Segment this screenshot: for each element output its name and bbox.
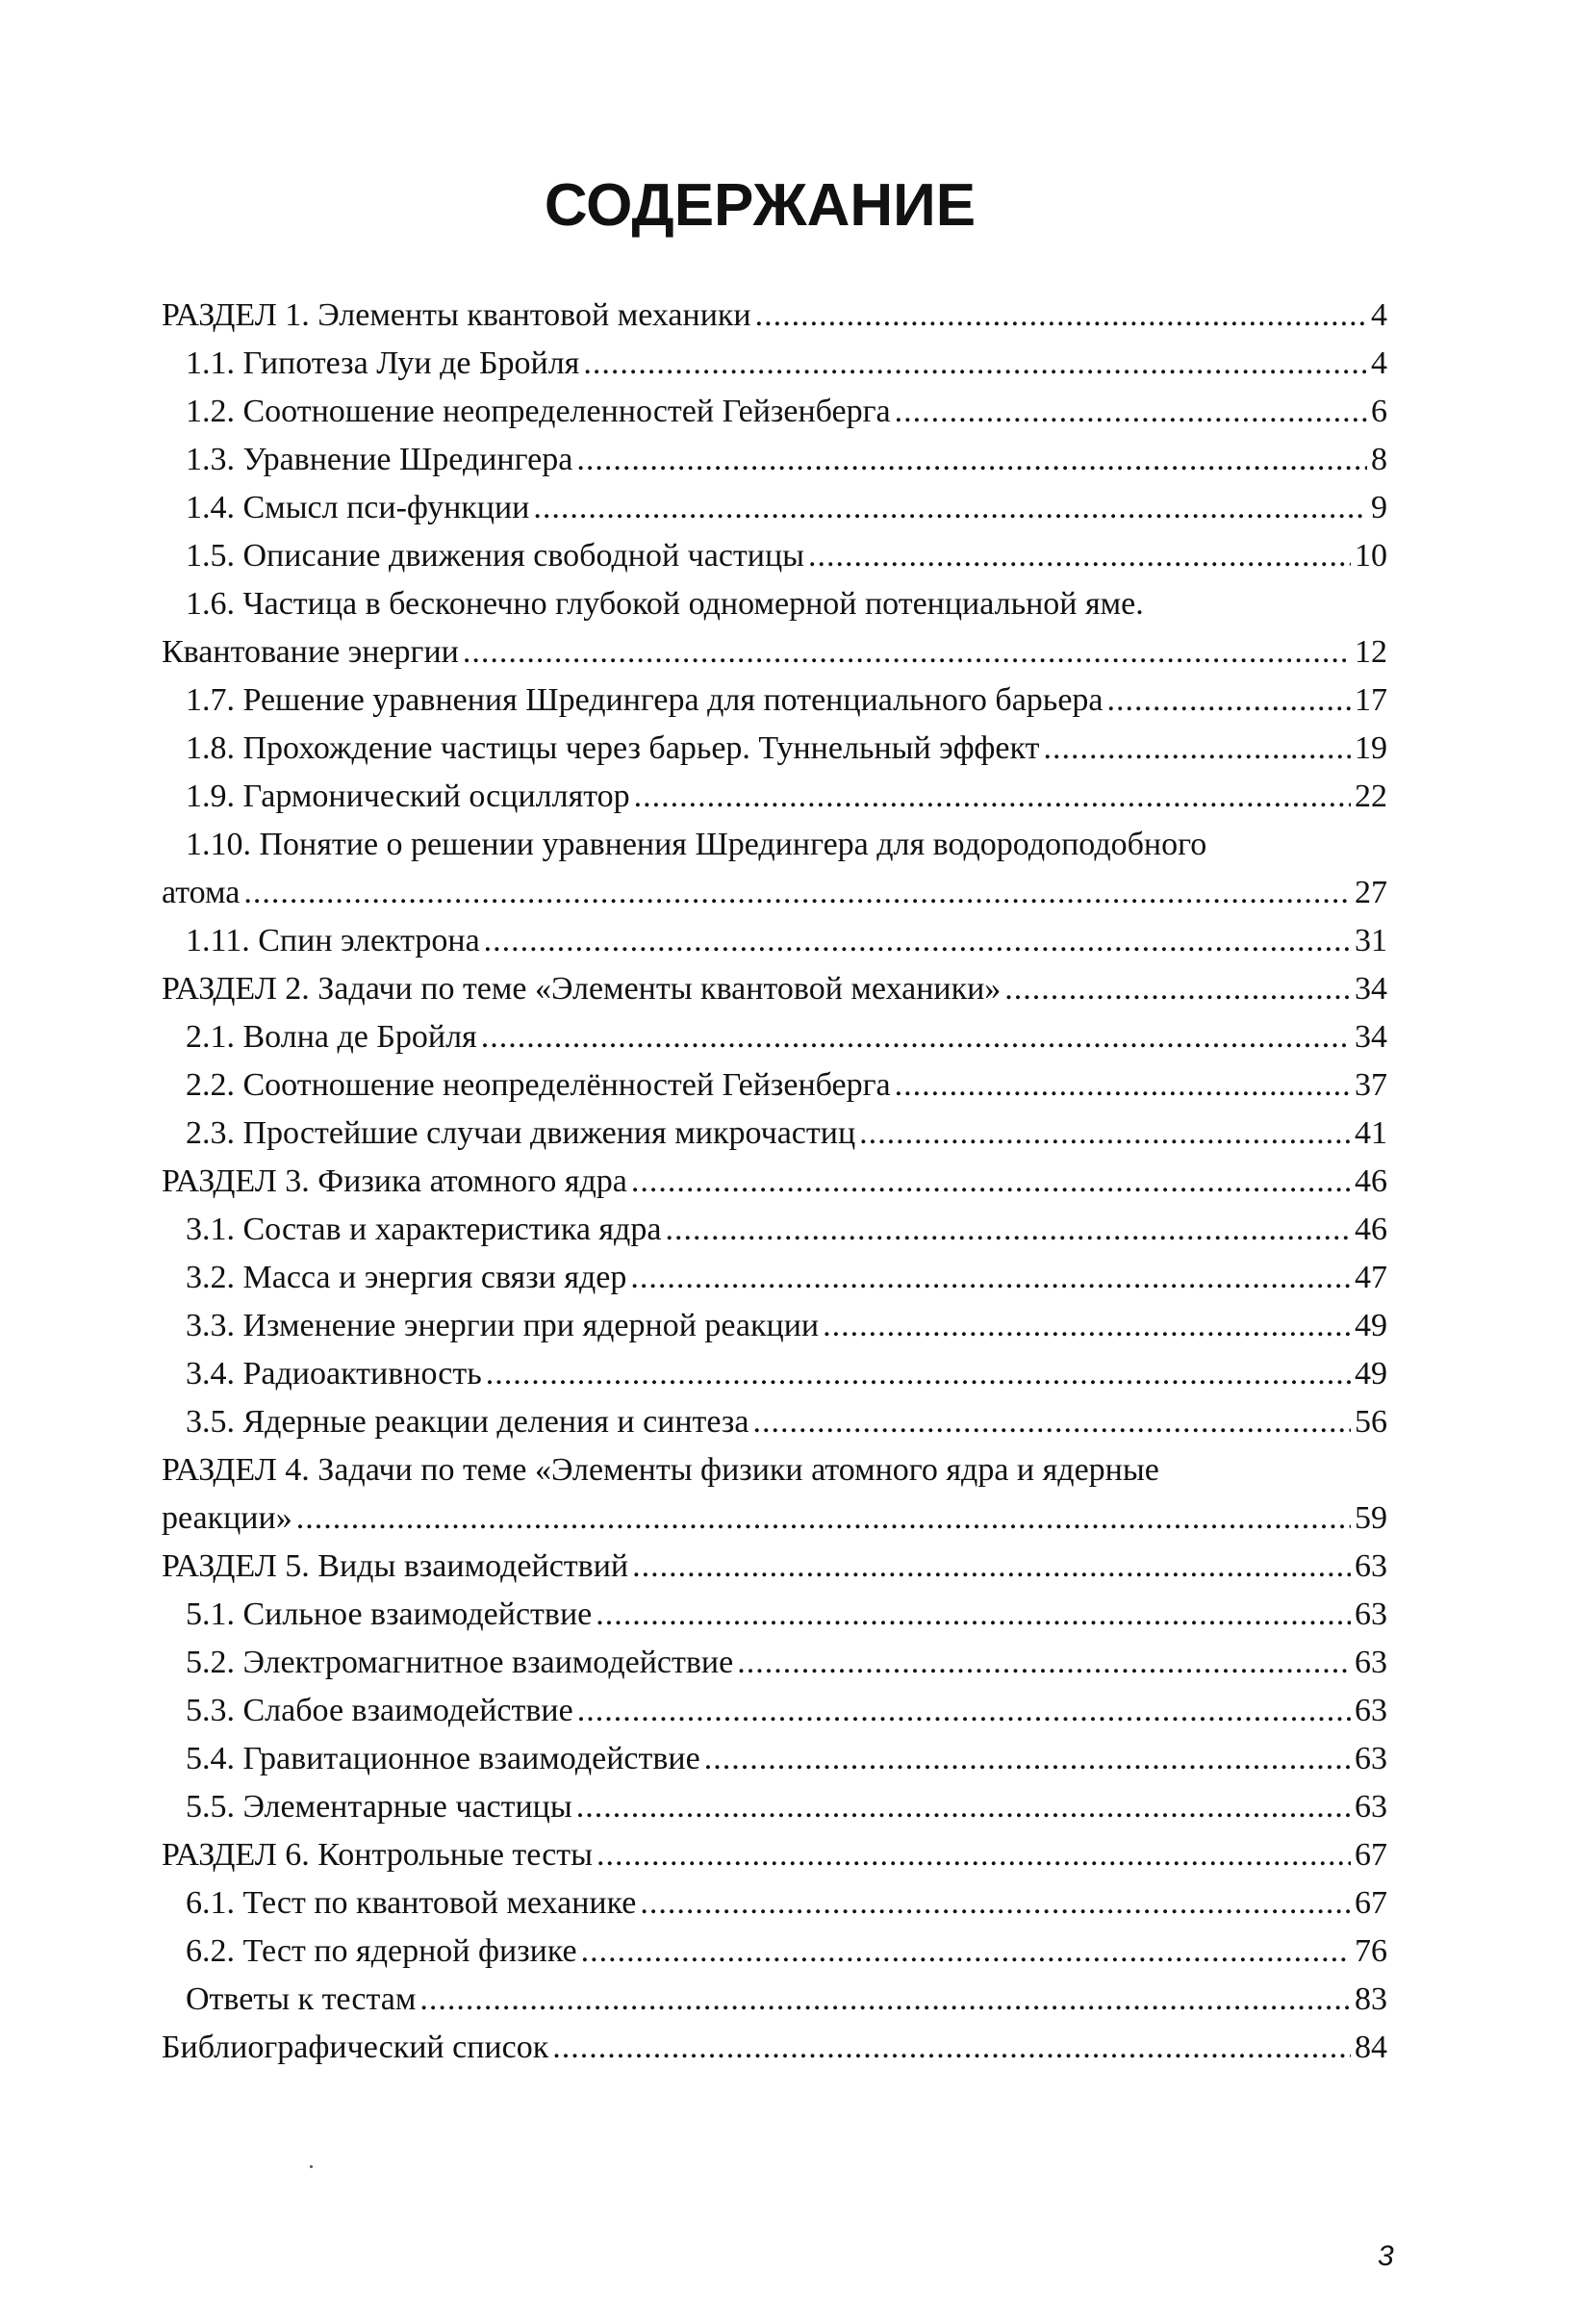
dot-leader xyxy=(596,1591,1351,1639)
toc-entry-line[interactable] xyxy=(162,821,1387,869)
toc-page-number: 8 xyxy=(1371,442,1387,477)
toc-subsection-entry[interactable] xyxy=(162,1206,1387,1254)
scan-speck xyxy=(310,2165,313,2168)
dot-leader xyxy=(576,1783,1351,1831)
toc-section-entry[interactable] xyxy=(162,1543,1387,1591)
toc-subsection-entry[interactable] xyxy=(162,1061,1387,1110)
toc-entry-label: 1.10. Понятие о решении уравнения Шредингера для водородоподобного xyxy=(186,827,1207,862)
dot-leader xyxy=(1043,725,1351,773)
toc-entry-label: 5.4. Гравитационное взаимодействие xyxy=(186,1741,700,1776)
dot-leader xyxy=(823,1302,1351,1350)
dot-leader xyxy=(576,436,1367,484)
toc-subsection-entry[interactable] xyxy=(162,436,1387,484)
toc-entry-label: 5.1. Сильное взаимодействие xyxy=(186,1596,593,1632)
dot-leader xyxy=(1107,677,1352,725)
toc-entry-label: Квантование энергии xyxy=(162,634,459,670)
dot-leader xyxy=(895,388,1367,436)
toc-subsection-entry[interactable] xyxy=(162,532,1387,580)
toc-page-number: 22 xyxy=(1355,779,1387,814)
toc-page-number: 63 xyxy=(1355,1789,1387,1825)
toc-subsection-entry[interactable] xyxy=(162,1254,1387,1302)
dot-leader xyxy=(704,1735,1351,1783)
dot-leader xyxy=(577,1687,1351,1735)
toc-entry-label: РАЗДЕЛ 4. Задачи по теме «Элементы физики атомного ядра и ядерные xyxy=(162,1452,1159,1488)
page-title: СОДЕРЖАНИЕ xyxy=(544,172,977,239)
toc-page-number: 9 xyxy=(1371,490,1387,525)
toc-page-number: 49 xyxy=(1355,1356,1387,1392)
dot-leader xyxy=(486,1350,1351,1398)
toc-page-number: 34 xyxy=(1355,1019,1387,1055)
toc-page-number: 34 xyxy=(1355,971,1387,1007)
dot-leader xyxy=(296,1494,1351,1543)
toc-subsection-entry[interactable] xyxy=(162,677,1387,725)
toc-subsection-entry[interactable] xyxy=(162,1639,1387,1687)
dot-leader xyxy=(463,628,1351,677)
toc-page-number: 17 xyxy=(1355,682,1387,718)
dot-leader xyxy=(552,2024,1351,2072)
dot-leader xyxy=(859,1110,1351,1158)
dot-leader xyxy=(481,1013,1351,1061)
toc-page-number: 49 xyxy=(1355,1308,1387,1343)
toc-page-number: 37 xyxy=(1355,1067,1387,1103)
dot-leader xyxy=(581,1928,1351,1976)
toc-entry-label: 3.5. Ядерные реакции деления и синтеза xyxy=(186,1404,749,1440)
toc-section-entry[interactable] xyxy=(162,1158,1387,1206)
toc-subsection-entry[interactable] xyxy=(162,1302,1387,1350)
toc-entry-label: 1.9. Гармонический осциллятор xyxy=(186,779,630,814)
toc-entry-label: 5.3. Слабое взаимодействие xyxy=(186,1693,573,1728)
dot-leader xyxy=(755,292,1367,340)
toc-subsection-entry[interactable] xyxy=(162,1591,1387,1639)
toc-subsection-entry[interactable] xyxy=(162,628,1387,677)
toc-entry-label: 1.2. Соотношение неопределенностей Гейзенберга xyxy=(186,394,891,429)
toc-subsection-entry[interactable] xyxy=(162,1879,1387,1928)
dot-leader xyxy=(631,1158,1351,1206)
toc-entry-label: 2.3. Простейшие случаи движения микрочастиц xyxy=(186,1115,856,1151)
toc-subsection-entry[interactable] xyxy=(162,1013,1387,1061)
dot-leader xyxy=(665,1206,1351,1254)
toc-page-number: 12 xyxy=(1355,634,1387,670)
toc-entry-label: РАЗДЕЛ 3. Физика атомного ядра xyxy=(162,1163,627,1199)
toc-page-number: 59 xyxy=(1355,1500,1387,1536)
toc-entry-label: 6.1. Тест по квантовой механике xyxy=(186,1885,637,1921)
toc-page-number: 41 xyxy=(1355,1115,1387,1151)
toc-entry-label: 1.3. Уравнение Шредингера xyxy=(186,442,573,477)
dot-leader xyxy=(634,773,1351,821)
toc-page-number: 27 xyxy=(1355,875,1387,910)
toc-entry-label: Ответы к тестам xyxy=(186,1981,417,2017)
toc-subsection-entry[interactable] xyxy=(162,1110,1387,1158)
dot-leader xyxy=(596,1831,1351,1879)
toc-subsection-entry[interactable] xyxy=(162,340,1387,388)
toc-page-number: 63 xyxy=(1355,1548,1387,1584)
dot-leader xyxy=(630,1254,1351,1302)
toc-page-number: 4 xyxy=(1371,297,1387,333)
dot-leader xyxy=(1004,965,1351,1013)
toc-section-entry[interactable] xyxy=(162,292,1387,340)
dot-leader xyxy=(895,1061,1351,1110)
table-of-contents xyxy=(162,292,1387,2072)
toc-page-number: 46 xyxy=(1355,1212,1387,1247)
toc-page-number: 84 xyxy=(1355,2030,1387,2065)
dot-leader xyxy=(419,1976,1351,2024)
toc-page-number: 6 xyxy=(1371,394,1387,429)
toc-entry-label: 5.2. Электромагнитное взаимодействие xyxy=(186,1645,734,1680)
dot-leader xyxy=(632,1543,1351,1591)
toc-page-number: 10 xyxy=(1355,538,1387,574)
toc-entry-label: 3.1. Состав и характеристика ядра xyxy=(186,1212,662,1247)
toc-subsection-entry[interactable] xyxy=(162,773,1387,821)
toc-page-number: 67 xyxy=(1355,1837,1387,1873)
toc-entry-label: РАЗДЕЛ 1. Элементы квантовой механики xyxy=(162,297,751,333)
toc-page-number: 4 xyxy=(1371,345,1387,381)
toc-section-entry[interactable] xyxy=(162,1494,1387,1543)
toc-page-number: 67 xyxy=(1355,1885,1387,1921)
toc-entry-label: 6.2. Тест по ядерной физике xyxy=(186,1933,577,1969)
toc-subsection-entry[interactable] xyxy=(162,1398,1387,1446)
toc-subsection-entry[interactable] xyxy=(162,1687,1387,1735)
dot-leader xyxy=(640,1879,1351,1928)
toc-entry-line[interactable] xyxy=(162,1446,1387,1494)
toc-page-number: 31 xyxy=(1355,923,1387,958)
toc-subsection-entry[interactable] xyxy=(162,1350,1387,1398)
toc-subsection-entry[interactable] xyxy=(162,1735,1387,1783)
toc-subsection-entry[interactable] xyxy=(162,1976,1387,2024)
toc-subsection-entry[interactable] xyxy=(162,725,1387,773)
toc-page-number: 56 xyxy=(1355,1404,1387,1440)
toc-entry-label: 2.2. Соотношение неопределённостей Гейзенберга xyxy=(186,1067,891,1103)
toc-subsection-entry[interactable] xyxy=(162,869,1387,917)
toc-entry-label: 3.4. Радиоактивность xyxy=(186,1356,482,1392)
toc-entry-label: 1.6. Частица в бесконечно глубокой одномерной потенциальной яме. xyxy=(186,586,1144,622)
toc-entry-label: 1.8. Прохождение частицы через барьер. Туннельный эффект xyxy=(186,730,1040,766)
toc-section-entry[interactable] xyxy=(162,1831,1387,1879)
toc-page-number: 76 xyxy=(1355,1933,1387,1969)
page-number: 3 xyxy=(1378,2240,1394,2272)
dot-leader xyxy=(583,340,1367,388)
dot-leader xyxy=(243,869,1351,917)
toc-subsection-entry[interactable] xyxy=(162,484,1387,532)
toc-entry-label: 1.7. Решение уравнения Шредингера для потенциального барьера xyxy=(186,682,1104,718)
toc-entry-label: РАЗДЕЛ 5. Виды взаимодействий xyxy=(162,1548,629,1584)
toc-page-number: 47 xyxy=(1355,1260,1387,1295)
toc-page-number: 63 xyxy=(1355,1693,1387,1728)
toc-subsection-entry[interactable] xyxy=(162,917,1387,965)
toc-entry-label: Библиографический список xyxy=(162,2030,549,2065)
toc-subsection-entry[interactable] xyxy=(162,1928,1387,1976)
dot-leader xyxy=(808,532,1351,580)
dot-leader xyxy=(737,1639,1351,1687)
toc-section-entry[interactable] xyxy=(162,2024,1387,2072)
toc-entry-label: 5.5. Элементарные частицы xyxy=(186,1789,572,1825)
toc-subsection-entry[interactable] xyxy=(162,1783,1387,1831)
dot-leader xyxy=(752,1398,1351,1446)
toc-page-number: 63 xyxy=(1355,1741,1387,1776)
toc-page-number: 19 xyxy=(1355,730,1387,766)
toc-page-number: 63 xyxy=(1355,1645,1387,1680)
toc-page-number: 63 xyxy=(1355,1596,1387,1632)
toc-section-entry[interactable] xyxy=(162,965,1387,1013)
toc-entry-label: реакции» xyxy=(162,1500,292,1536)
toc-page-number: 83 xyxy=(1355,1981,1387,2017)
toc-entry-label: 1.5. Описание движения свободной частицы xyxy=(186,538,805,574)
toc-entry-label: 3.2. Масса и энергия связи ядер xyxy=(186,1260,627,1295)
toc-entry-label: 2.1. Волна де Бройля xyxy=(186,1019,477,1055)
dot-leader xyxy=(484,917,1351,965)
toc-subsection-entry[interactable] xyxy=(162,388,1387,436)
toc-entry-label: 3.3. Изменение энергии при ядерной реакции xyxy=(186,1308,820,1343)
toc-entry-label: РАЗДЕЛ 2. Задачи по теме «Элементы квантовой механики» xyxy=(162,971,1002,1007)
toc-entry-label: атома xyxy=(162,875,241,910)
dot-leader xyxy=(533,484,1367,532)
toc-entry-line[interactable] xyxy=(162,580,1387,628)
toc-page-number: 46 xyxy=(1355,1163,1387,1199)
toc-entry-label: 1.4. Смысл пси-функции xyxy=(186,490,530,525)
toc-entry-label: 1.1. Гипотеза Луи де Бройля xyxy=(186,345,580,381)
toc-entry-label: 1.11. Спин электрона xyxy=(186,923,480,958)
toc-entry-label: РАЗДЕЛ 6. Контрольные тесты xyxy=(162,1837,593,1873)
